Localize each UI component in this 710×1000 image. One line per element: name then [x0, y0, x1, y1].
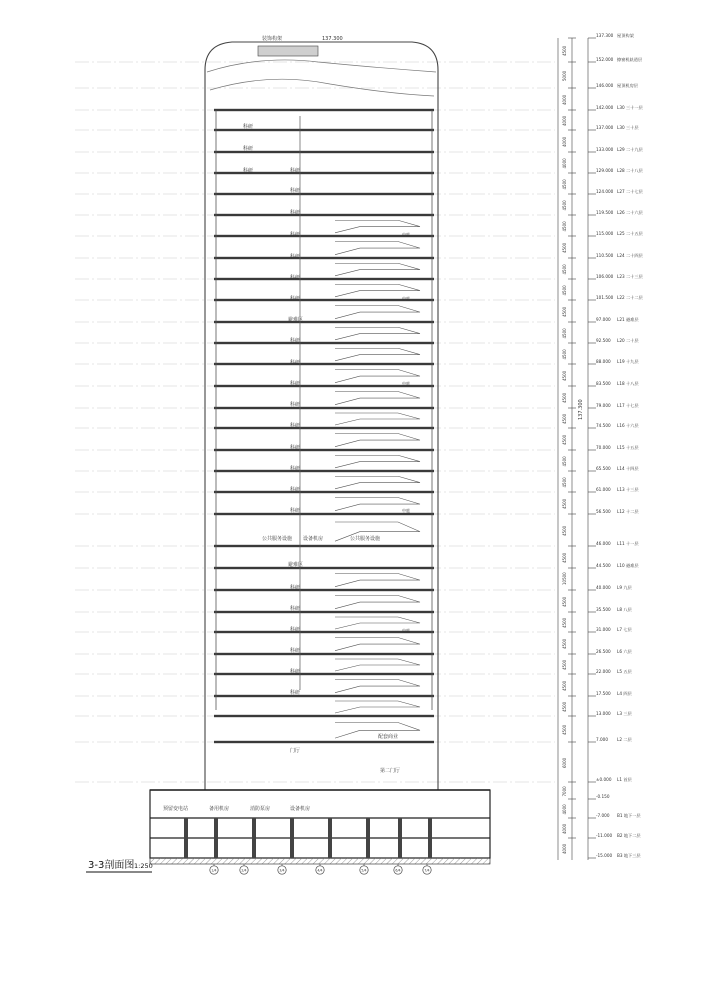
dim-value: 4000	[562, 823, 567, 834]
shaft-label: 中庭	[402, 296, 410, 301]
axis-label: 1/4	[211, 868, 217, 873]
dim-value: 4500	[562, 392, 567, 403]
level-name: L14 十四层	[617, 466, 639, 471]
level-elevation: 26.500	[596, 649, 611, 654]
basement-column	[214, 818, 218, 858]
floor-slab	[214, 589, 434, 591]
room-commercial: 配套商业	[378, 734, 399, 740]
floor-slab	[214, 449, 434, 451]
level-elevation: 44.500	[596, 563, 611, 568]
level-name: B3 地下三层	[617, 853, 641, 858]
room-label: 科研	[290, 669, 301, 675]
room-label: 科研	[290, 445, 301, 451]
room-label: 避难区	[288, 317, 304, 323]
level-name: L20 二十层	[617, 338, 639, 343]
axis-label: 7/4	[424, 868, 430, 873]
dim-value: 4500	[562, 328, 567, 339]
level-name: L9 九层	[617, 585, 632, 590]
roof-equipment	[258, 46, 318, 56]
level-elevation: 22.000	[596, 669, 611, 674]
level-name: L22 二十二层	[617, 295, 643, 300]
level-elevation: 115.000	[596, 231, 614, 236]
room-labels	[243, 123, 410, 696]
level-elevation: 40.000	[596, 585, 611, 590]
dim-value: 4000	[562, 804, 567, 815]
floor-slab	[214, 545, 434, 547]
dim-value: 4500	[562, 596, 567, 607]
dim-value: 4500	[562, 306, 567, 317]
level-elevation: 106.000	[596, 274, 614, 279]
floor-slab	[214, 109, 434, 111]
level-elevation: ±0.000	[596, 777, 612, 782]
dim-value: 4500	[562, 221, 567, 232]
dim-value: 4500	[562, 498, 567, 509]
room-label: 科研	[290, 690, 301, 696]
level-name: L24 二十四层	[617, 253, 643, 258]
level-name: B1 地下一层	[617, 813, 641, 818]
room-label: 科研	[243, 146, 254, 152]
stair-flight	[335, 476, 420, 489]
floor-slab	[214, 653, 434, 655]
level-elevation: 61.000	[596, 487, 611, 492]
level-name: L8 八层	[617, 607, 632, 612]
shaft-label: 中庭	[402, 232, 410, 237]
floor-slab	[214, 385, 434, 387]
level-elevation: 13.000	[596, 711, 611, 716]
level-elevation: -7.000	[596, 813, 610, 818]
level-name: B2 地下二层	[617, 833, 641, 838]
room-firepump: 消防泵房	[250, 806, 271, 812]
room-label: 设备机房	[303, 536, 324, 542]
basement-section	[150, 733, 490, 874]
dim-value: 4500	[562, 370, 567, 381]
level-elevation: 133.000	[596, 147, 614, 152]
room-label: 公共服务设施	[350, 536, 381, 542]
level-elevation: 137.000	[596, 125, 614, 130]
level-name: L30 三十一层	[617, 105, 643, 110]
dim-value: 4500	[562, 45, 567, 56]
level-name: L2 二层	[617, 737, 632, 742]
floor-slab	[214, 491, 434, 493]
level-elevation: 17.500	[596, 691, 611, 696]
floor-slab	[214, 513, 434, 515]
level-name: L21 避难层	[617, 317, 639, 322]
room-substation: 预留变电站	[163, 806, 189, 812]
shaft-label: 中庭	[402, 381, 410, 386]
dim-value: 4500	[562, 617, 567, 628]
level-elevation: 119.500	[596, 210, 614, 215]
dim-value: 4500	[562, 525, 567, 536]
dim-value: 4500	[562, 285, 567, 296]
level-name: L16 十六层	[617, 423, 639, 428]
level-name: L6 六层	[617, 649, 632, 654]
level-elevation: 142.000	[596, 105, 614, 110]
room-label: 科研	[290, 168, 301, 174]
floor-slab	[214, 741, 434, 743]
room-lobby: 门厅	[290, 748, 301, 754]
room-label: 科研	[290, 188, 301, 194]
stair-flight	[335, 242, 420, 255]
stair-flight	[335, 306, 420, 319]
level-elevation: 97.000	[596, 317, 611, 322]
crown-curves	[207, 60, 436, 96]
room-label: 科研	[290, 508, 301, 514]
level-elevation: 56.500	[596, 509, 611, 514]
dim-value: 4000	[562, 843, 567, 854]
dim-value: 10500	[562, 572, 567, 585]
dim-value: 4500	[562, 456, 567, 467]
room-equipment-b1: 设备机房	[290, 806, 311, 812]
level-name: L5 五层	[617, 669, 632, 674]
level-name: L7 七层	[617, 627, 632, 632]
dim-value: 4500	[562, 264, 567, 275]
room-label: 科研	[290, 296, 301, 302]
level-name: L25 二十五层	[617, 231, 643, 236]
level-name: L13 十三层	[617, 487, 639, 492]
drawing-title: 3-3剖面图	[88, 860, 135, 871]
basement-column	[366, 818, 370, 858]
room-standby: 备用机房	[209, 806, 230, 812]
level-name: L4 四层	[617, 691, 632, 696]
dim-value: 7000	[562, 786, 567, 797]
room-label: 科研	[290, 466, 301, 472]
level-name: L12 十二层	[617, 509, 639, 514]
floor-slab	[214, 257, 434, 259]
floor-slab	[214, 363, 434, 365]
stair-flight	[335, 701, 420, 713]
dim-value: 4500	[562, 477, 567, 488]
level-name: L1 首层	[617, 777, 632, 782]
basement-column	[428, 818, 432, 858]
top-label-right: 137.300	[322, 36, 343, 42]
level-elevation: -11.000	[596, 833, 613, 838]
basement-outline	[150, 790, 490, 858]
level-elevation: 74.500	[596, 423, 611, 428]
room-label: 科研	[290, 275, 301, 281]
stair-flight	[335, 392, 420, 405]
basement-column	[328, 818, 332, 858]
dim-value: 6000	[562, 757, 567, 768]
level-name: L27 二十七层	[617, 189, 643, 194]
dim-value: 5000	[562, 70, 567, 81]
level-elevation: 129.000	[596, 168, 614, 173]
floor-slab	[214, 673, 434, 675]
basement-column	[184, 818, 188, 858]
room-label: 公共服务设施	[262, 536, 293, 542]
axis-label: 5/4	[361, 868, 367, 873]
stair-flight	[335, 638, 420, 651]
level-elevation: -15.000	[596, 853, 613, 858]
floor-slabs	[214, 109, 434, 743]
level-elevation: 35.500	[596, 607, 611, 612]
dim-value: 4500	[562, 701, 567, 712]
stair-flight	[335, 434, 420, 447]
dim-value: 4000	[562, 136, 567, 147]
level-elevation: 152.000	[596, 57, 614, 62]
level-elevation: 79.000	[596, 403, 611, 408]
room-label: 科研	[290, 648, 301, 654]
stair-flight	[335, 284, 420, 297]
floor-slab	[214, 235, 434, 237]
dim-value: 4500	[562, 638, 567, 649]
floor-slab	[214, 407, 434, 409]
room-label: 科研	[290, 254, 301, 260]
dim-value: 4500	[562, 200, 567, 211]
total-height-label: 137.300	[578, 399, 584, 420]
level-elevation: 70.000	[596, 445, 611, 450]
floor-slab	[214, 193, 434, 195]
dim-value: 4000	[562, 158, 567, 169]
level-elevation: 88.000	[596, 359, 611, 364]
dimension-labels	[562, 38, 576, 854]
dim-value: 4000	[562, 94, 567, 105]
stair-flight	[335, 220, 420, 233]
level-name: L29 二十九层	[617, 147, 643, 152]
level-name: 屋顶构架	[617, 33, 634, 38]
level-name: 屋顶机房层	[617, 83, 638, 88]
level-name: L19 十九层	[617, 359, 639, 364]
room-label: 科研	[290, 585, 301, 591]
floor-slab	[214, 567, 434, 569]
stair-flight	[335, 596, 420, 609]
floor-slab	[214, 214, 434, 216]
floor-slab	[214, 321, 434, 323]
floor-slab	[214, 299, 434, 301]
stair-flight	[335, 263, 420, 276]
stair-flight	[335, 348, 420, 361]
level-name: L23 二十三层	[617, 274, 643, 279]
tower-outline	[205, 42, 438, 790]
dim-value: 4500	[562, 349, 567, 360]
floor-slab	[214, 695, 434, 697]
level-name: L11 十一层	[617, 541, 639, 546]
room-label: 科研	[290, 360, 301, 366]
floor-slab	[214, 715, 434, 717]
basement-column	[398, 818, 402, 858]
grid-axes	[210, 864, 431, 874]
floor-level-labels	[588, 32, 644, 859]
level-name: L10 避难层	[617, 563, 639, 568]
dim-value: 4500	[562, 434, 567, 445]
stair-flight	[335, 413, 420, 425]
level-elevation: 124.000	[596, 189, 614, 194]
room-label: 科研	[290, 487, 301, 493]
room-label: 科研	[243, 124, 254, 130]
basement-column	[252, 818, 256, 858]
level-name: L28 二十八层	[617, 168, 643, 173]
dim-value: 4000	[562, 115, 567, 126]
dim-value: 4500	[562, 659, 567, 670]
floor-slab	[214, 427, 434, 429]
room-label: 避难区	[288, 562, 304, 568]
level-elevation: 101.500	[596, 295, 614, 300]
level-elevation: 137.300	[596, 33, 614, 38]
level-elevation: 110.500	[596, 253, 614, 258]
axis-label: 3/4	[279, 868, 285, 873]
room-label: 科研	[290, 232, 301, 238]
level-name: L15 十五层	[617, 445, 639, 450]
level-name: L18 十八层	[617, 381, 639, 386]
level-elevation: 65.500	[596, 466, 611, 471]
level-elevation: 146.000	[596, 83, 614, 88]
stair-flight	[335, 327, 420, 340]
level-name: L3 三层	[617, 711, 632, 716]
stair-flight	[335, 659, 420, 671]
room-label: 科研	[290, 402, 301, 408]
axis-label: 4/4	[317, 868, 323, 873]
shaft-label: 中庭	[402, 508, 410, 513]
room-label: 科研	[243, 168, 254, 174]
room-label: 科研	[290, 338, 301, 344]
room-label: 科研	[290, 606, 301, 612]
room-label: 科研	[290, 627, 301, 633]
stair-flight	[335, 680, 420, 693]
level-name: L30 三十层	[617, 125, 639, 130]
room-label: 科研	[290, 423, 301, 429]
level-name: L26 二十六层	[617, 210, 643, 215]
level-elevation: 46.000	[596, 541, 611, 546]
floor-slab	[214, 278, 434, 280]
stair-flight	[335, 455, 420, 468]
level-name: 擦窗机轨道层	[617, 57, 643, 62]
dim-value: 4500	[562, 724, 567, 735]
floor-slab	[214, 631, 434, 633]
dim-value: 4500	[562, 242, 567, 253]
dim-value: 4500	[562, 552, 567, 563]
level-elevation: -0.150	[596, 794, 610, 799]
tower-section	[205, 35, 438, 790]
floor-slab	[214, 342, 434, 344]
room-second-lobby: 第二门厅	[380, 768, 401, 774]
level-elevation: 83.500	[596, 381, 611, 386]
level-name: L17 十七层	[617, 403, 639, 408]
dim-value: 4500	[562, 179, 567, 190]
floor-slab	[214, 611, 434, 613]
level-elevation: 7.000	[596, 737, 608, 742]
drawing-scale: 1:250	[134, 862, 153, 870]
axis-label: 2/4	[241, 868, 247, 873]
axis-label: 6/4	[395, 868, 401, 873]
dim-value: 4500	[562, 413, 567, 424]
room-label: 科研	[290, 210, 301, 216]
level-elevation: 92.500	[596, 338, 611, 343]
top-label-left: 装饰构架	[262, 36, 283, 42]
basement-column	[290, 818, 294, 858]
dim-value: 4500	[562, 680, 567, 691]
floor-slab	[214, 470, 434, 472]
level-elevation: 31.000	[596, 627, 611, 632]
shaft-label: 中庭	[402, 628, 410, 633]
foundation	[150, 858, 490, 864]
room-label: 科研	[290, 381, 301, 387]
stair-flight	[335, 574, 420, 587]
